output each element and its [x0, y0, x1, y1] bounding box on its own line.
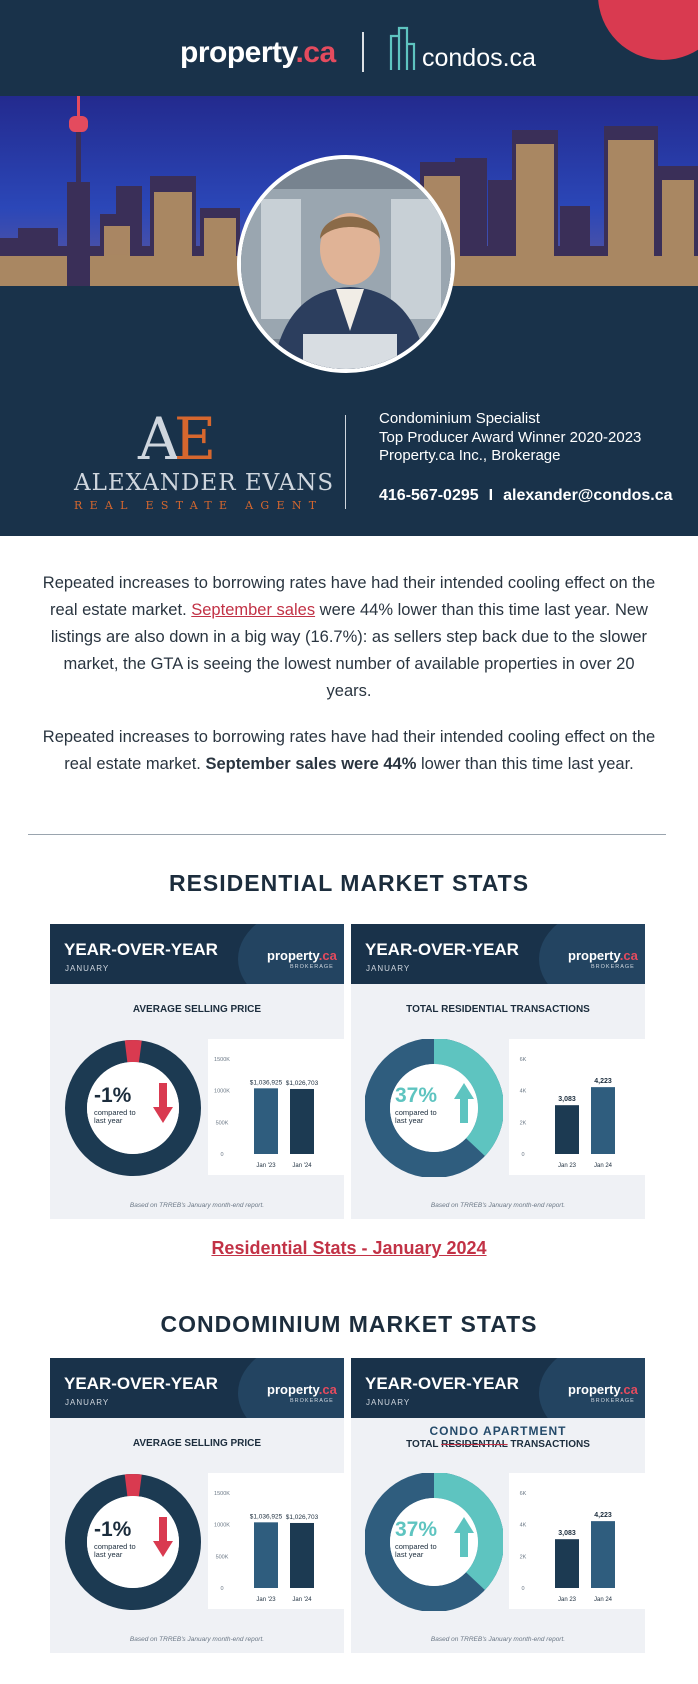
percent-value: 37% — [395, 1084, 438, 1107]
paragraph-bold: September sales were 44% — [205, 755, 417, 773]
metric-label — [351, 1424, 645, 1450]
paragraph-text: lower than this time last year. — [416, 755, 634, 773]
y-tick-label: 1500K — [214, 1491, 230, 1497]
brand-sub: BROKERAGE — [290, 964, 334, 970]
property-ca-logo[interactable] — [180, 36, 336, 70]
metric-text: AVERAGE SELLING PRICE — [132, 1438, 262, 1449]
card-title: YEAR-OVER-YEAR — [64, 940, 218, 959]
stat-card-transactions — [351, 924, 645, 1219]
card-header — [50, 1358, 344, 1418]
stat-card-price — [50, 924, 344, 1219]
compared-line: last year — [94, 1116, 123, 1125]
paragraph-text: Repeated increases to borrowing rates have had their intended cooling effect on the real estate market. — [42, 728, 656, 773]
stat-card-price — [50, 1358, 344, 1653]
condo-stats-title: CONDOMINIUM MARKET STATS — [160, 1311, 538, 1337]
agent-monogram-logo — [138, 405, 210, 473]
monogram-a: A — [138, 405, 174, 473]
arrow-up-icon — [453, 1081, 475, 1125]
arrow-down-icon — [152, 1081, 174, 1125]
arrow-up-icon — [453, 1515, 475, 1559]
summary-paragraph — [40, 724, 658, 778]
metric-word: TRANSACTIONS — [510, 1439, 590, 1450]
brand-main: property — [267, 1382, 319, 1397]
metric-label — [50, 1004, 344, 1015]
brand-sub: BROKERAGE — [591, 1398, 635, 1404]
compared-line: last year — [395, 1116, 424, 1125]
brand-main: property — [568, 948, 620, 963]
card-month: JANUARY — [65, 1398, 110, 1407]
monogram-e: E — [173, 405, 211, 473]
paragraph-text: Repeated increases to borrowing rates have had their intended cooling effect on the real estate market. — [42, 574, 656, 619]
stat-card-transactions — [351, 1358, 645, 1653]
banner-divider — [345, 415, 346, 509]
percent-value: 37% — [395, 1518, 438, 1541]
logo-ca: .ca — [295, 36, 336, 69]
compared-line: last year — [395, 1550, 424, 1559]
x-tick-label: Jan '23 — [256, 1597, 276, 1603]
bar — [591, 1521, 615, 1588]
metric-text: AVERAGE SELLING PRICE — [132, 1004, 262, 1015]
y-tick-label: 1000K — [214, 1088, 230, 1095]
brand-ca: .ca — [318, 948, 337, 963]
logo-divider — [362, 32, 364, 72]
brand-ca: .ca — [619, 948, 638, 963]
card-title: YEAR-OVER-YEAR — [64, 1374, 218, 1393]
x-tick-label: Jan '24 — [292, 1163, 312, 1169]
y-tick-label: 4K — [519, 1088, 527, 1095]
metric-text: TOTAL RESIDENTIAL TRANSACTIONS — [406, 1004, 590, 1015]
credential-line: Property.ca Inc., Brokerage — [379, 447, 561, 464]
logo-text: property — [180, 36, 296, 69]
bar — [555, 1105, 579, 1154]
bar-value-label: 3,083 — [558, 1096, 576, 1104]
compared-line: last year — [94, 1550, 123, 1559]
card-month: JANUARY — [65, 964, 110, 973]
bar — [254, 1088, 278, 1154]
x-tick-label: Jan '23 — [256, 1163, 276, 1169]
brand-main: property — [267, 948, 319, 963]
agent-title: REAL ESTATE AGENT — [74, 499, 324, 512]
decorative-corner — [598, 0, 698, 60]
card-footnote: Based on TRREB's January month-end report. — [129, 1202, 265, 1209]
card-header — [351, 1358, 645, 1418]
bar-chart — [509, 1039, 645, 1175]
bar — [290, 1089, 314, 1154]
brand-ca: .ca — [619, 1382, 638, 1397]
bar — [254, 1522, 278, 1588]
brand-sub: BROKERAGE — [290, 1398, 334, 1404]
compared-line: compared to — [94, 1542, 136, 1551]
bar-value-label: 4,223 — [594, 1078, 612, 1086]
agent-portrait — [237, 155, 455, 373]
condos-building-icon — [388, 26, 416, 72]
bar-value-label: 3,083 — [558, 1530, 576, 1538]
card-brand-logo — [568, 948, 638, 963]
card-title: YEAR-OVER-YEAR — [365, 940, 519, 959]
card-footnote: Based on TRREB's January month-end report. — [430, 1636, 566, 1643]
card-footnote: Based on TRREB's January month-end report. — [129, 1636, 265, 1643]
metric-struck-word: RESIDENTIAL — [441, 1439, 508, 1450]
paragraph-text: were 44% lower than this time last year. New listings are also down in a big way (16.7%): as sellers step back due to the slower market, the GTA is seeing the lowest number of available properties in over 20 years. — [50, 601, 648, 700]
bar — [591, 1087, 615, 1154]
y-tick-label: 2K — [519, 1120, 527, 1127]
card-brand-logo — [267, 1382, 337, 1397]
x-tick-label: Jan '24 — [292, 1597, 312, 1603]
percent-value: -1% — [94, 1518, 132, 1541]
brand-sub: BROKERAGE — [591, 964, 635, 970]
y-tick-label: 1000K — [214, 1522, 230, 1529]
bar-value-label: $1,026,703 — [285, 1079, 319, 1087]
x-tick-label: Jan 23 — [557, 1163, 577, 1169]
metric-word: TOTAL — [406, 1439, 439, 1450]
compared-line: compared to — [395, 1542, 437, 1551]
residential-stats-title: RESIDENTIAL MARKET STATS — [168, 870, 530, 896]
contact-separator: I — [488, 487, 494, 504]
intro-paragraph — [40, 570, 658, 705]
card-month: JANUARY — [366, 964, 411, 973]
card-brand-logo — [568, 1382, 638, 1397]
card-month: JANUARY — [366, 1398, 411, 1407]
x-tick-label: Jan 24 — [593, 1597, 613, 1603]
email-header — [0, 0, 698, 96]
percent-value: -1% — [94, 1084, 132, 1107]
y-tick-label: 4K — [519, 1522, 527, 1529]
brand-main: property — [568, 1382, 620, 1397]
condos-ca-logo[interactable]: condos.ca — [422, 44, 536, 72]
bar-value-label: $1,036,925 — [249, 1079, 283, 1087]
x-tick-label: Jan 24 — [593, 1163, 613, 1169]
phone-link[interactable]: 416-567-0295 — [379, 487, 479, 504]
bar-chart — [509, 1473, 645, 1609]
y-tick-label: 0 — [220, 1586, 224, 1592]
y-tick-label: 0 — [521, 1152, 525, 1158]
credential-line: Top Producer Award Winner 2020-2023 — [379, 428, 642, 446]
card-header — [50, 924, 344, 984]
section-divider — [28, 834, 666, 835]
card-title: YEAR-OVER-YEAR — [365, 1374, 519, 1393]
bar-value-label: $1,036,925 — [249, 1513, 283, 1521]
bar-value-label: $1,026,703 — [285, 1513, 319, 1521]
arrow-down-icon — [152, 1515, 174, 1559]
metric-overlay: CONDO APARTMENT — [429, 1424, 567, 1438]
email-link[interactable]: alexander@condos.ca — [503, 487, 673, 504]
compared-line: compared to — [395, 1108, 437, 1117]
bar — [290, 1523, 314, 1588]
credential-line: Condominium Specialist — [379, 410, 540, 427]
y-tick-label: 1500K — [214, 1057, 230, 1063]
agent-contact — [379, 487, 673, 505]
y-tick-label: 6K — [519, 1491, 527, 1497]
y-tick-label: 500K — [215, 1554, 229, 1561]
bar-chart — [208, 1039, 344, 1175]
bar-value-label: 4,223 — [594, 1512, 612, 1520]
card-footnote: Based on TRREB's January month-end report. — [430, 1202, 566, 1209]
metric-label — [351, 1004, 645, 1015]
compared-line: compared to — [94, 1108, 136, 1117]
bar — [555, 1539, 579, 1588]
y-tick-label: 0 — [521, 1586, 525, 1592]
y-tick-label: 2K — [519, 1554, 527, 1561]
y-tick-label: 6K — [519, 1057, 527, 1063]
x-tick-label: Jan 23 — [557, 1597, 577, 1603]
bar-chart — [208, 1473, 344, 1609]
card-brand-logo — [267, 948, 337, 963]
agent-name: ALEXANDER EVANS — [74, 470, 335, 496]
september-sales-link[interactable]: September sales — [191, 601, 316, 619]
agent-credentials — [379, 410, 641, 466]
residential-stats-link[interactable]: Residential Stats - January 2024 — [211, 1238, 487, 1258]
metric-label — [50, 1438, 344, 1449]
y-tick-label: 0 — [220, 1152, 224, 1158]
brand-ca: .ca — [318, 1382, 337, 1397]
y-tick-label: 500K — [215, 1120, 229, 1127]
card-header — [351, 924, 645, 984]
